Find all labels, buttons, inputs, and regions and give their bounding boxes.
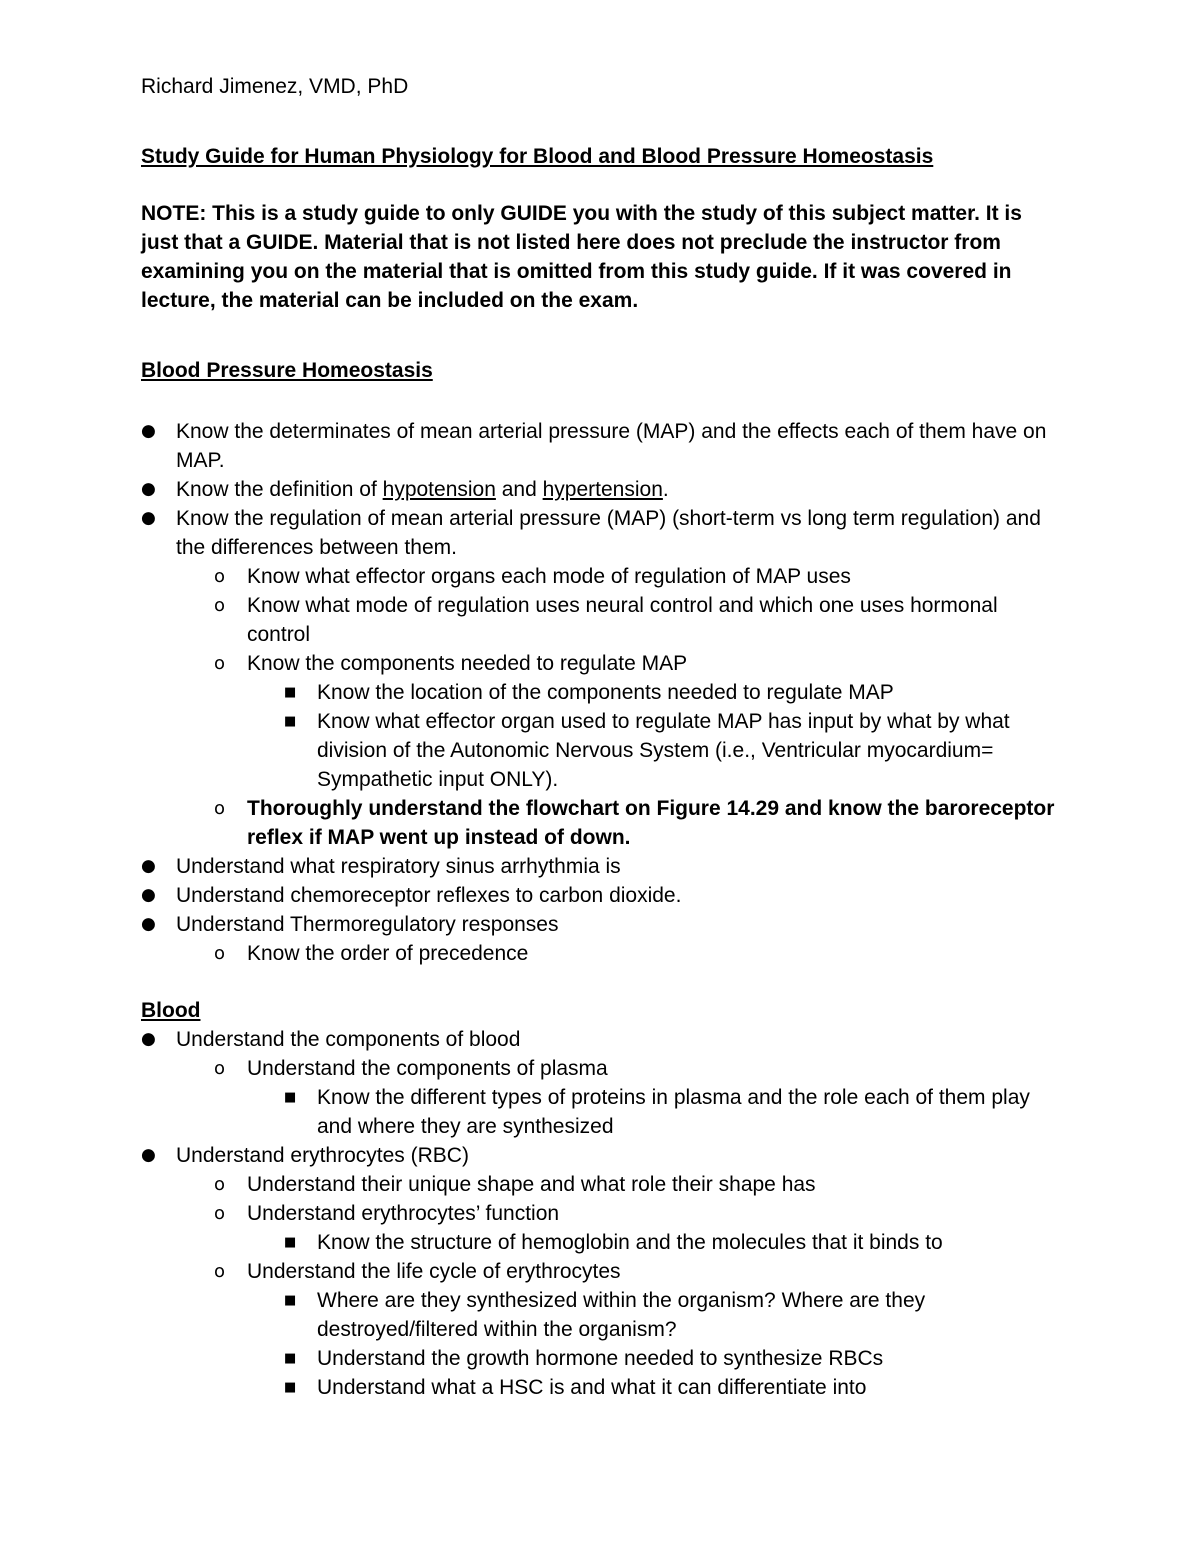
document-page: [141, 72, 1061, 1402]
square-bullet-icon: ■: [284, 714, 297, 729]
circle-bullet-icon: o: [214, 1058, 226, 1079]
list-item: ■ Know the different types of proteins in plasma and the role each of them play and where they are synthesized: [141, 1083, 1061, 1141]
list-item: ● Understand Thermoregulatory responses: [141, 910, 1061, 939]
list-item: ■ Understand what a HSC is and what it can differentiate into: [141, 1373, 1061, 1402]
square-bullet-icon: ■: [284, 1351, 297, 1366]
blood-list: [141, 1025, 1061, 1402]
square-bullet-icon: ■: [284, 1090, 297, 1105]
author-line: Richard Jimenez, VMD, PhD: [141, 75, 409, 98]
circle-bullet-icon: o: [214, 1261, 226, 1282]
list-item: ● Understand chemoreceptor reflexes to carbon dioxide.: [141, 881, 1061, 910]
list-item: ■ Where are they synthesized within the organism? Where are they destroyed/filtered within the organism?: [141, 1286, 1061, 1344]
list-item: ■ Understand the growth hormone needed to synthesize RBCs: [141, 1344, 1061, 1373]
bullet-icon: ●: [141, 885, 156, 905]
bullet-icon: ●: [141, 1029, 156, 1049]
circle-bullet-icon: o: [214, 566, 226, 587]
bullet-icon: ●: [141, 914, 156, 934]
bullet-icon: ●: [141, 508, 156, 528]
section-heading-blood-pressure: Blood Pressure Homeostasis: [141, 359, 433, 382]
list-item: ■ Know the structure of hemoglobin and the molecules that it binds to: [141, 1228, 1061, 1257]
list-item: o Thoroughly understand the flowchart on Figure 14.29 and know the baroreceptor reflex if MAP went up instead of down.: [141, 794, 1061, 852]
list-item: ● Know the definition of hypotension and hypertension.: [141, 475, 1061, 504]
list-item: o Understand erythrocytes’ function: [141, 1199, 1061, 1228]
section-spacer: [141, 968, 1061, 996]
list-item: ● Know the determinates of mean arterial pressure (MAP) and the effects each of them have on MAP.: [141, 417, 1061, 475]
list-item: ● Know the regulation of mean arterial pressure (MAP) (short-term vs long term regulation) and the differences between them.: [141, 504, 1061, 562]
bullet-icon: ●: [141, 1145, 156, 1165]
square-bullet-icon: ■: [284, 685, 297, 700]
list-item: o Understand their unique shape and what role their shape has: [141, 1170, 1061, 1199]
list-item: ■ Know the location of the components needed to regulate MAP: [141, 678, 1061, 707]
circle-bullet-icon: o: [214, 595, 226, 616]
list-item: ● Understand the components of blood: [141, 1025, 1061, 1054]
list-item: o Know the order of precedence: [141, 939, 1061, 968]
list-item: o Understand the life cycle of erythrocytes: [141, 1257, 1061, 1286]
list-item: ● Understand what respiratory sinus arrhythmia is: [141, 852, 1061, 881]
bullet-icon: ●: [141, 856, 156, 876]
section-heading-blood: Blood: [141, 999, 201, 1022]
circle-bullet-icon: o: [214, 943, 226, 964]
disclaimer-note: NOTE: This is a study guide to only GUIDE you with the study of this subject matter. It is just that a GUIDE. Material that is not listed here does not preclude the instructor from examining you on the material that is omitted from this study guide. If it was covered in lecture, the material can be included on the exam.: [141, 202, 1022, 312]
square-bullet-icon: ■: [284, 1293, 297, 1308]
document-title: Study Guide for Human Physiology for Blood and Blood Pressure Homeostasis: [141, 145, 934, 168]
square-bullet-icon: ■: [284, 1380, 297, 1395]
blood-pressure-list: [141, 417, 1061, 968]
list-item: o Understand the components of plasma: [141, 1054, 1061, 1083]
list-item: o Know what mode of regulation uses neural control and which one uses hormonal control: [141, 591, 1061, 649]
list-item: ● Understand erythrocytes (RBC): [141, 1141, 1061, 1170]
term-hypertension: hypertension: [542, 478, 663, 501]
list-item: o Know the components needed to regulate MAP: [141, 649, 1061, 678]
square-bullet-icon: ■: [284, 1235, 297, 1250]
list-item: ■ Know what effector organ used to regulate MAP has input by what by what division of the Autonomic Nervous System (i.e., Ventricular myocardium= Sympathetic input ONLY).: [141, 707, 1061, 794]
circle-bullet-icon: o: [214, 1174, 226, 1195]
bullet-icon: ●: [141, 479, 156, 499]
circle-bullet-icon: o: [214, 653, 226, 674]
bullet-icon: ●: [141, 421, 156, 441]
circle-bullet-icon: o: [214, 798, 226, 819]
circle-bullet-icon: o: [214, 1203, 226, 1224]
list-item: o Know what effector organs each mode of regulation of MAP uses: [141, 562, 1061, 591]
term-hypotension: hypotension: [382, 478, 496, 501]
